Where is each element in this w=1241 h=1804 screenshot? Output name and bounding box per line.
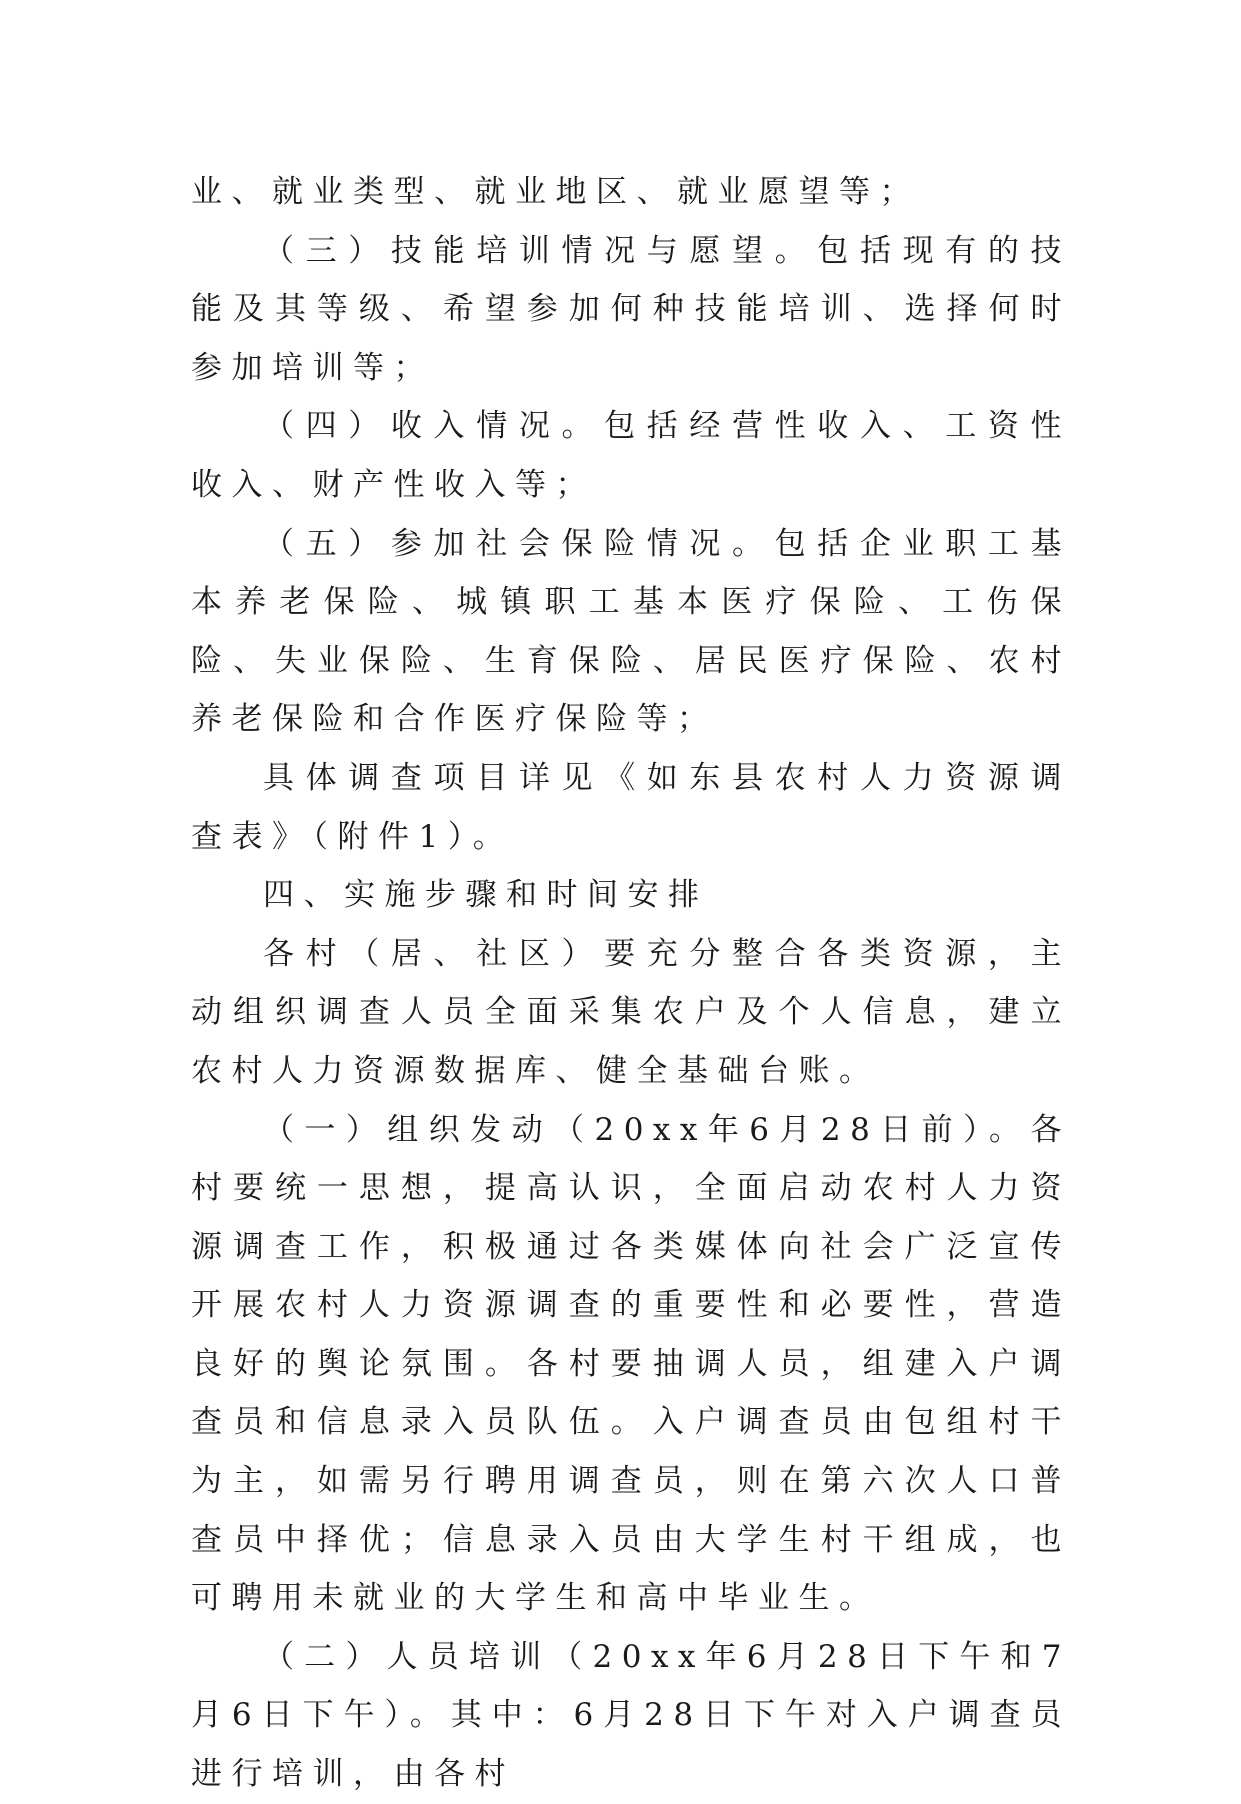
paragraph-mobilization: （一）组织发动（20xx年6月28日前）。各村要统一思想，提高认识，全面启动农村人力资源调查工作，积极通过各类媒体向社会广泛宣传开展农村人力资源调查的重要性和必要性，营造良好的舆论氛围。各村要抽调人员，组建入户调查员和信息录入员队伍。入户调查员由包组村干为主，如需另行聘用调查员，则在第六次人口普查员中择优；信息录入员由大学生村干组成，也可聘用未就业的大学生和高中毕业生。 — [191, 1111, 1071, 1617]
paragraph-skill-training: （三）技能培训情况与愿望。包括现有的技能及其等级、希望参加何种技能培训、选择何时参加培训等； — [191, 232, 1071, 386]
document-body — [191, 163, 1071, 1804]
paragraph-employment-continued: 业、就业类型、就业地区、就业愿望等； — [191, 174, 920, 210]
section-heading-implementation: 四、实施步骤和时间安排 — [263, 877, 709, 914]
paragraph-survey-items: 具体调查项目详见《如东县农村人力资源调查表》（附件1）。 — [191, 759, 1071, 855]
paragraph-income: （四）收入情况。包括经营性收入、工资性收入、财产性收入等； — [191, 408, 1071, 503]
paragraph-training: （二）人员培训（20xx年6月28日下午和7月6日下午）。其中：6月28日下午对入户调查员进行培训，由各村 — [191, 1638, 1071, 1793]
paragraph-resource-integration: 各村（居、社区）要充分整合各类资源，主动组织调查人员全面采集农户及个人信息，建立农村人力资源数据库、健全基础台账。 — [191, 935, 1071, 1089]
paragraph-social-insurance: （五）参加社会保险情况。包括企业职工基本养老保险、城镇职工基本医疗保险、工伤保险、失业保险、生育保险、居民医疗保险、农村养老保险和合作医疗保险等； — [191, 525, 1071, 738]
